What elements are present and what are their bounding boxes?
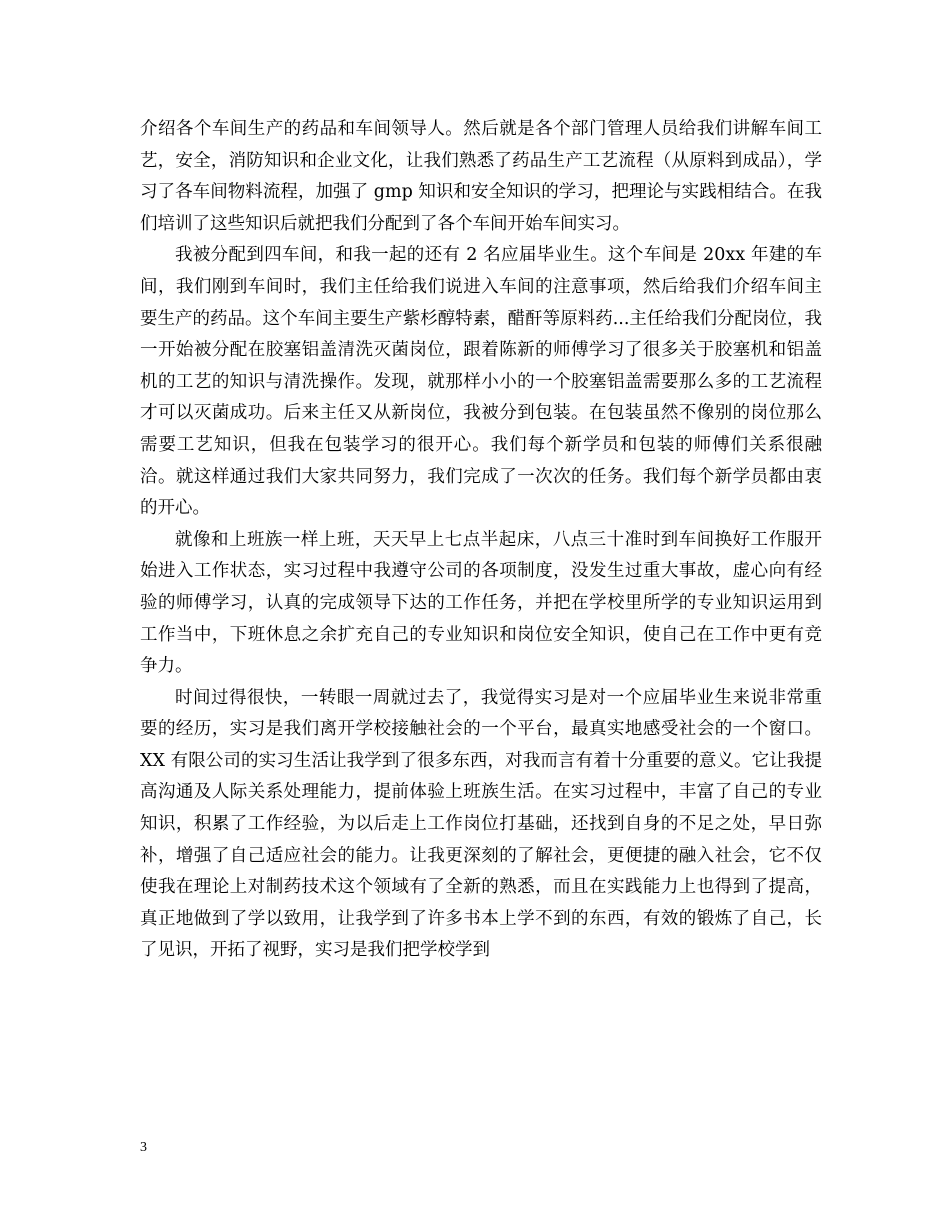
paragraph-3: 就像和上班族一样上班，天天早上七点半起床，八点三十准时到车间换好工作服开始进入工作状态，实习过程中我遵守公司的各项制度，没发生过重大事故，虚心向有经验的师傅学习，认真的完成领导下达的工作任务，并把在学校里所学的专业知识运用到工作当中，下班休息之余扩充自己的专业知识和岗位安全知识，使自己在工作中更有竞争力。 bbox=[140, 529, 822, 677]
page-number: 3 bbox=[140, 1140, 147, 1155]
paragraph-1: 介绍各个车间生产的药品和车间领导人。然后就是各个部门管理人员给我们讲解车间工艺，安全，消防知识和企业文化，让我们熟悉了药品生产工艺流程（从原料到成品），学习了各车间物料流程，加强了 gmp 知识和安全知识的学习，把理论与实践相结合。在我们培训了这些知识后就把我们分配到了各个车间开始车间实习。 bbox=[140, 119, 822, 234]
document-body bbox=[140, 114, 822, 967]
paragraph-4: 时间过得很快，一转眼一周就过去了，我觉得实习是对一个应届毕业生来说非常重要的经历，实习是我们离开学校接触社会的一个平台，最真实地感受社会的一个窗口。XX 有限公司的实习生活让我学到了很多东西，对我而言有着十分重要的意义。它让我提高沟通及人际关系处理能力，提前体验上班族生活。在实习过程中，丰富了自己的专业知识，积累了工作经验，为以后走上工作岗位打基础，还找到自身的不足之处，早日弥补，增强了自己适应社会的能力。让我更深刻的了解社会，更便捷的融入社会，它不仅使我在理论上对制药技术这个领域有了全新的熟悉，而且在实践能力上也得到了提高，真正地做到了学以致用，让我学到了许多书本上学不到的东西，有效的锻炼了自己，长了见识，开拓了视野，实习是我们把学校学到 bbox=[140, 687, 822, 961]
paragraph-2: 我被分配到四车间，和我一起的还有 2 名应届毕业生。这个车间是 20xx 年建的车间，我们刚到车间时，我们主任给我们说进入车间的注意事项，然后给我们介绍车间主要生产的药品。这个车间主要生产紫杉醇特素，醋酐等原料药...主任给我们分配岗位，我一开始被分配在胶塞铝盖清洗灭菌岗位，跟着陈新的师傅学习了很多关于胶塞机和铝盖机的工艺的知识与清洗操作。发现，就那样小小的一个胶塞铝盖需要那么多的工艺流程才可以灭菌成功。后来主任又从新岗位，我被分到包装。在包装虽然不像别的岗位那么需要工艺知识，但我在包装学习的很开心。我们每个新学员和包装的师傅们关系很融洽。就这样通过我们大家共同努力，我们完成了一次次的任务。我们每个新学员都由衷的开心。 bbox=[140, 245, 822, 519]
